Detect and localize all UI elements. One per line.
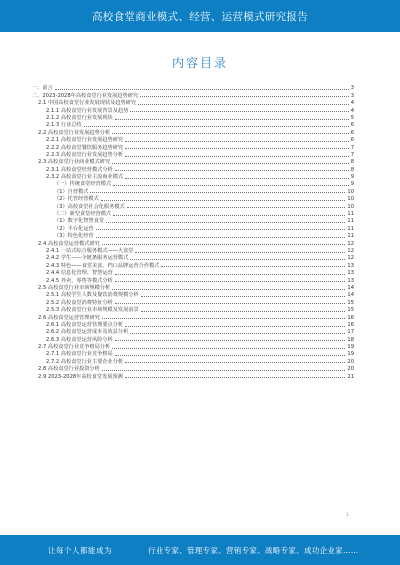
toc-entry-page: 20: [347, 358, 354, 365]
toc-entry-page: 10: [347, 188, 354, 195]
toc-dot-leader: [161, 266, 345, 267]
toc-entry-text: （3）高校食堂社会化服务模式: [54, 203, 125, 210]
toc-entry-page: 7: [350, 144, 354, 151]
toc-entry[interactable]: [32, 365, 354, 372]
toc-dot-leader: [55, 89, 349, 90]
toc-entry-text: （二）新型食堂经营模式: [54, 211, 112, 218]
toc-entry[interactable]: [32, 187, 354, 194]
toc-dot-leader: [115, 281, 346, 282]
toc-dot-leader: [125, 377, 346, 378]
toc-entry-text: 二、2023-2028年高校食堂行业发展趋势研究: [32, 92, 139, 99]
toc-entry[interactable]: [32, 254, 354, 261]
footer-bar: [0, 535, 400, 565]
toc-entry-page: 10: [347, 203, 354, 210]
toc-entry-page: 5: [350, 114, 354, 121]
toc-entry-text: 2.6.3 高校食堂运营风险分析: [46, 336, 113, 343]
toc-entry[interactable]: [32, 247, 354, 254]
toc-dot-leader: [115, 340, 346, 341]
toc-entry-page: 7: [350, 151, 354, 158]
toc-entry[interactable]: [32, 165, 354, 172]
toc-entry-text: 2.9 2023-2028年高校食堂发展预测: [38, 373, 123, 380]
toc-entry-page: 9: [350, 174, 354, 181]
toc-entry-text: 2.1.3 行业总结: [46, 122, 82, 129]
toc-entry-page: 6: [350, 137, 354, 144]
toc-dot-leader: [130, 333, 345, 334]
toc-dot-leader: [113, 185, 349, 186]
toc-entry-page: 11: [347, 218, 354, 225]
toc-entry[interactable]: [32, 210, 354, 217]
toc-entry-text: 2.5.1 高校学生人数及餐饮消费规模分析: [46, 292, 139, 299]
toc-dot-leader: [115, 355, 346, 356]
toc-entry[interactable]: [32, 321, 354, 328]
toc-dot-leader: [115, 170, 349, 171]
footer-roles: 行业专家、管理专家、营销专家、战略专家、成功企业家……: [148, 546, 359, 555]
toc-entry[interactable]: [32, 232, 354, 239]
toc-dot-leader: [115, 303, 346, 304]
toc-dot-leader: [125, 148, 349, 149]
toc-entry-text: 2.3.1 高校食堂经营模式分析: [46, 166, 113, 173]
toc-entry-text: 2.3 高校食堂行业商业模式研究: [38, 159, 111, 166]
toc-list: [32, 84, 354, 380]
toc-entry-page: 16: [347, 321, 354, 328]
toc-entry-text: （2）平台化运营: [54, 225, 94, 232]
toc-entry-page: 12: [347, 247, 354, 254]
toc-entry-text: 2.6.2 高校食堂运营成本及效益分析: [46, 329, 129, 336]
toc-entry[interactable]: [32, 357, 354, 364]
toc-entry[interactable]: [32, 343, 354, 350]
toc-dot-leader: [130, 259, 345, 260]
toc-entry-page: 8: [350, 159, 354, 166]
toc-entry[interactable]: [32, 269, 354, 276]
toc-entry[interactable]: [32, 114, 354, 121]
toc-entry-page: 14: [347, 292, 354, 299]
toc-dot-leader: [138, 104, 349, 105]
toc-entry[interactable]: [32, 128, 354, 135]
toc-dot-leader: [113, 215, 345, 216]
toc-entry-page: 19: [347, 344, 354, 351]
toc-dot-leader: [140, 96, 349, 97]
toc-entry[interactable]: [32, 195, 354, 202]
toc-entry-text: 2.2.1 高校食堂行业发展趋势研究: [46, 137, 124, 144]
toc-dot-leader: [125, 141, 349, 142]
toc-entry-page: 16: [347, 314, 354, 321]
toc-entry-text: 2.1.1 高校食堂行业发展背景及趋势: [46, 107, 129, 114]
toc-entry-text: 2.5 高校食堂行业市场规模分析: [38, 284, 111, 291]
toc-entry[interactable]: [32, 335, 354, 342]
toc-dot-leader: [112, 163, 349, 164]
toc-entry-page: 13: [347, 262, 354, 269]
toc-entry-page: 11: [347, 233, 354, 240]
toc-entry-text: （2）托管经营模式: [54, 196, 99, 203]
toc-dot-leader: [125, 362, 345, 363]
toc-entry-page: 13: [347, 270, 354, 277]
toc-entry-page: 13: [347, 277, 354, 284]
toc-entry[interactable]: [32, 298, 354, 305]
toc-dot-leader: [141, 296, 346, 297]
toc-entry[interactable]: [32, 217, 354, 224]
toc-entry[interactable]: [32, 106, 354, 113]
toc-entry-text: （一）传统食堂经营模式: [54, 181, 112, 188]
toc-entry-text: 2.4.5 外卖、零售等模式分析: [46, 277, 113, 284]
toc-entry-page: 12: [347, 255, 354, 262]
toc-entry-text: 2.6 高校食堂运营管理研究: [38, 314, 100, 321]
toc-entry-page: 3: [350, 85, 354, 92]
toc-dot-leader: [135, 252, 345, 253]
toc-dot-leader: [115, 274, 346, 275]
toc-dot-leader: [127, 207, 346, 208]
toc-entry[interactable]: [32, 372, 354, 379]
toc-entry[interactable]: [32, 121, 354, 128]
toc-entry-text: 2.3.2 高校食堂行业主流商业模式: [46, 174, 124, 181]
toc-dot-leader: [112, 133, 349, 134]
toc-entry-text: 2.4.1 一站式综合服务模式——大食堂: [46, 247, 134, 254]
toc-entry[interactable]: [32, 224, 354, 231]
toc-dot-leader: [102, 244, 346, 245]
toc-entry-text: （3）特色化经营: [54, 233, 94, 240]
toc-entry-text: 2.4.4 信息化管理、智慧运营: [46, 270, 113, 277]
toc-entry-text: 2.7.2 高校食堂行业主要企业分析: [46, 358, 124, 365]
toc-entry-text: 2.7 高校食堂行业竞争格局分析: [38, 344, 111, 351]
toc-dot-leader: [112, 289, 345, 290]
toc-entry-page: 6: [350, 129, 354, 136]
toc-entry-page: 17: [347, 329, 354, 336]
header-bar: [0, 0, 400, 32]
toc-dot-leader: [141, 311, 346, 312]
toc-entry[interactable]: [32, 328, 354, 335]
toc-entry[interactable]: [32, 276, 354, 283]
toc-entry[interactable]: [32, 291, 354, 298]
toc-entry-text: 2.5.3 高校食堂行业市场规模及发展前景: [46, 307, 139, 314]
toc-entry-text: 2.2.3 高校食堂行业发展趋势分析: [46, 151, 124, 158]
toc-entry-text: 2.8 高校食堂行业投资分析: [38, 366, 100, 373]
toc-entry-text: 2.1 中国高校食堂行业发展现状及趋势研究: [38, 100, 137, 107]
toc-entry-page: 10: [347, 196, 354, 203]
toc-entry-text: 2.2.2 高校食堂餐饮服务趋势研究: [46, 144, 124, 151]
toc-entry-page: 12: [347, 240, 354, 247]
toc-entry[interactable]: [32, 151, 354, 158]
toc-dot-leader: [96, 229, 346, 230]
toc-entry-page: 4: [350, 100, 354, 107]
toc-title: 内容目录: [171, 56, 228, 70]
toc-entry-page: 21: [347, 373, 354, 380]
toc-dot-leader: [90, 192, 345, 193]
toc-entry-page: 20: [347, 366, 354, 373]
toc-entry[interactable]: [32, 202, 354, 209]
toc-entry[interactable]: [32, 173, 354, 180]
toc-entry-page: 18: [347, 336, 354, 343]
toc-entry-page: 11: [347, 225, 354, 232]
toc-dot-leader: [115, 119, 349, 120]
toc-dot-leader: [130, 111, 348, 112]
toc-entry[interactable]: [32, 99, 354, 106]
toc-entry[interactable]: [32, 284, 354, 291]
toc-dot-leader: [84, 126, 349, 127]
toc-entry-page: 15: [347, 299, 354, 306]
toc-entry-page: 11: [347, 211, 354, 218]
footer-slogan: 让每个人都能成为: [48, 546, 112, 555]
toc-entry-text: 2.2 高校食堂行业发展趋势分析: [38, 129, 111, 136]
toc-entry[interactable]: [32, 91, 354, 98]
toc-entry-text: 2.6.1 高校食堂运营管理要点分析: [46, 321, 124, 328]
toc-entry-page: 8: [350, 166, 354, 173]
toc-dot-leader: [112, 348, 345, 349]
toc-entry-page: 3: [350, 92, 354, 99]
toc-dot-leader: [125, 178, 349, 179]
toc-entry-page: 14: [347, 284, 354, 291]
toc-entry-page: 15: [347, 307, 354, 314]
toc-entry[interactable]: [32, 136, 354, 143]
toc-dot-leader: [96, 237, 346, 238]
toc-dot-leader: [125, 326, 345, 327]
toc-entry[interactable]: [32, 350, 354, 357]
page-number: 1: [346, 512, 349, 517]
toc-dot-leader: [125, 156, 349, 157]
toc-dot-leader: [106, 222, 345, 223]
toc-entry[interactable]: [32, 306, 354, 313]
toc-entry[interactable]: [32, 239, 354, 246]
toc-entry[interactable]: [32, 180, 354, 187]
toc-entry-text: 2.4.2 学生——全链条服务运营模式: [46, 255, 129, 262]
toc-entry-page: 6: [350, 122, 354, 129]
toc-entry-text: 2.5.2 高校食堂消费特征分析: [46, 299, 113, 306]
toc-entry[interactable]: [32, 313, 354, 320]
toc-entry-page: 4: [350, 107, 354, 114]
toc-dot-leader: [102, 318, 346, 319]
toc-entry-text: 2.7.1 高校食堂行业竞争格局: [46, 351, 113, 358]
toc-dot-leader: [102, 370, 346, 371]
toc-entry-page: 19: [347, 351, 354, 358]
toc-entry[interactable]: [32, 143, 354, 150]
toc-entry-text: 2.1.2 高校食堂行业发展现状: [46, 114, 113, 121]
toc-entry-page: 9: [350, 181, 354, 188]
toc-entry[interactable]: [32, 261, 354, 268]
toc-entry-text: （1）自营模式: [54, 188, 89, 195]
toc-entry-text: 2.4 高校食堂运营模式研究: [38, 240, 100, 247]
toc-entry-text: 2.4.3 特色——食堂美食、档口品牌运营合作模式: [46, 262, 160, 269]
report-title: 高校食堂商业模式、经营、运营模式研究报告: [92, 11, 308, 23]
toc-entry-text: 一、前言: [32, 85, 53, 92]
toc-dot-leader: [101, 200, 346, 201]
toc-entry-text: （1）数字化智慧食堂: [54, 218, 104, 225]
toc-entry[interactable]: [32, 158, 354, 165]
toc-entry[interactable]: [32, 84, 354, 91]
